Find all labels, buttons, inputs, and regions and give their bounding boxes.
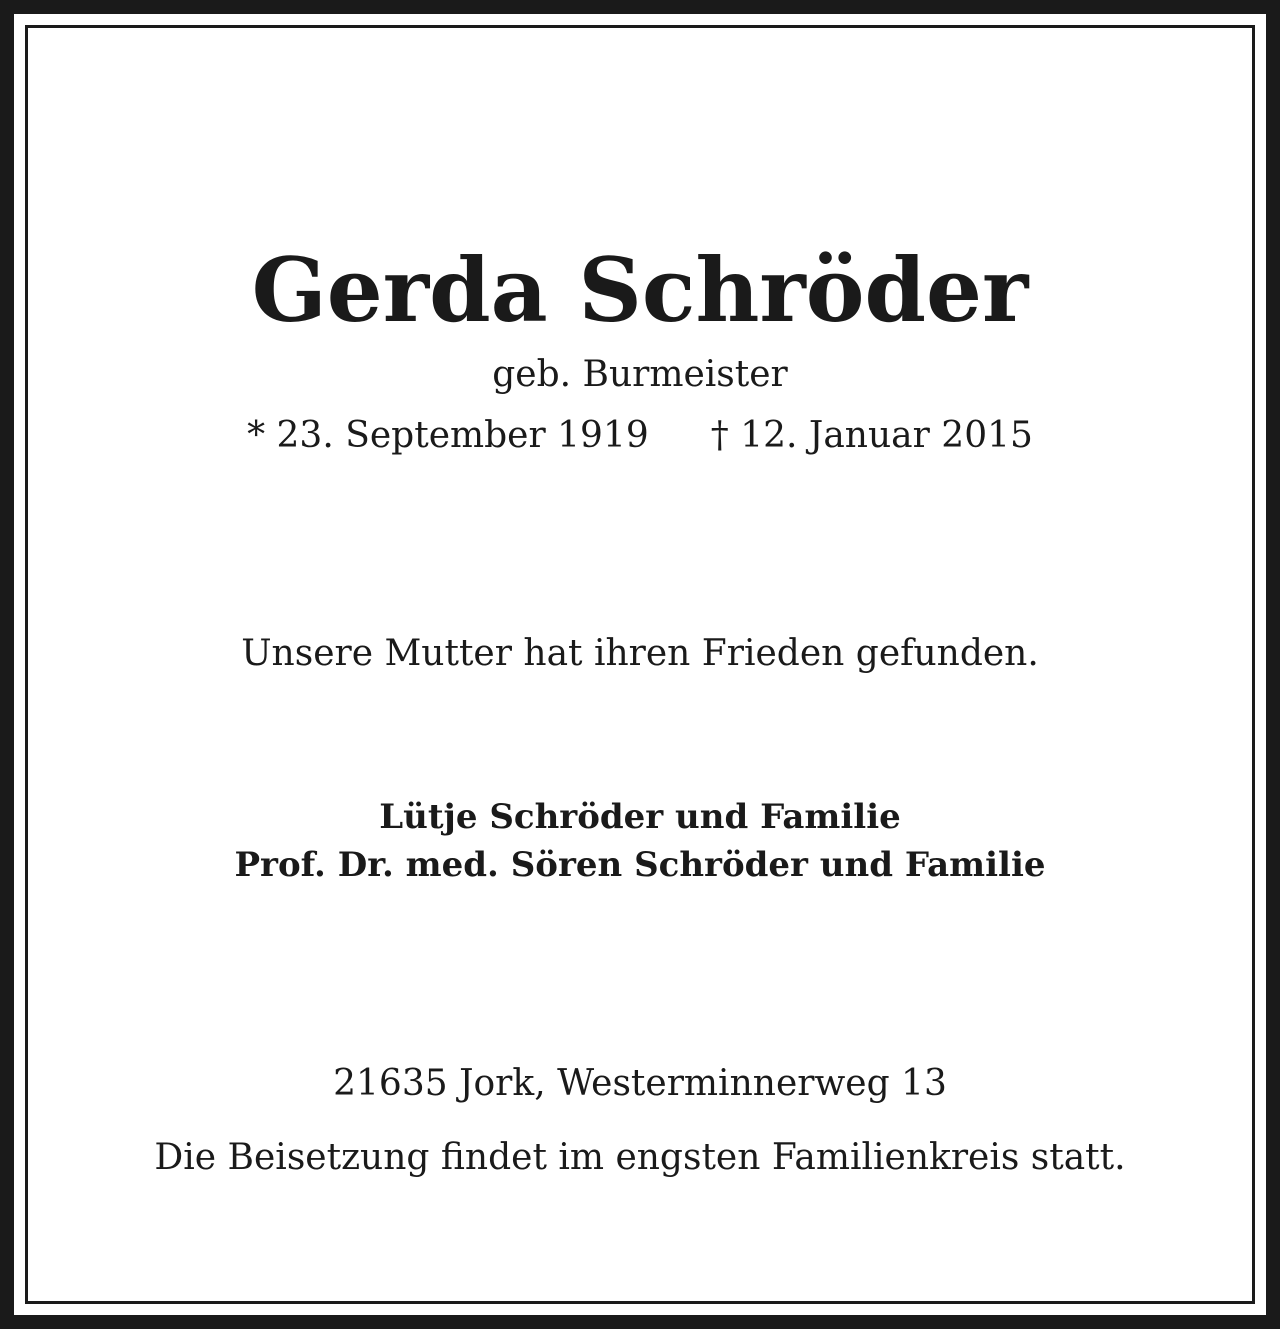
maiden-name: geb. Burmeister: [492, 354, 788, 395]
death-date: † 12. Januar 2015: [710, 415, 1033, 456]
mourner-line: Prof. Dr. med. Sören Schröder und Familie: [234, 845, 1046, 885]
life-dates: [0, 415, 1280, 456]
mourner-line: Lütje Schröder und Familie: [379, 797, 901, 837]
birth-date: * 23. September 1919: [247, 415, 649, 456]
memorial-message: Unsere Mutter hat ihren Frieden gefunden.: [241, 633, 1039, 674]
funeral-note: Die Beisetzung findet im engsten Familienkreis statt.: [154, 1137, 1126, 1178]
deceased-name: Gerda Schröder: [251, 238, 1029, 342]
address: 21635 Jork, Westerminnerweg 13: [333, 1063, 947, 1104]
